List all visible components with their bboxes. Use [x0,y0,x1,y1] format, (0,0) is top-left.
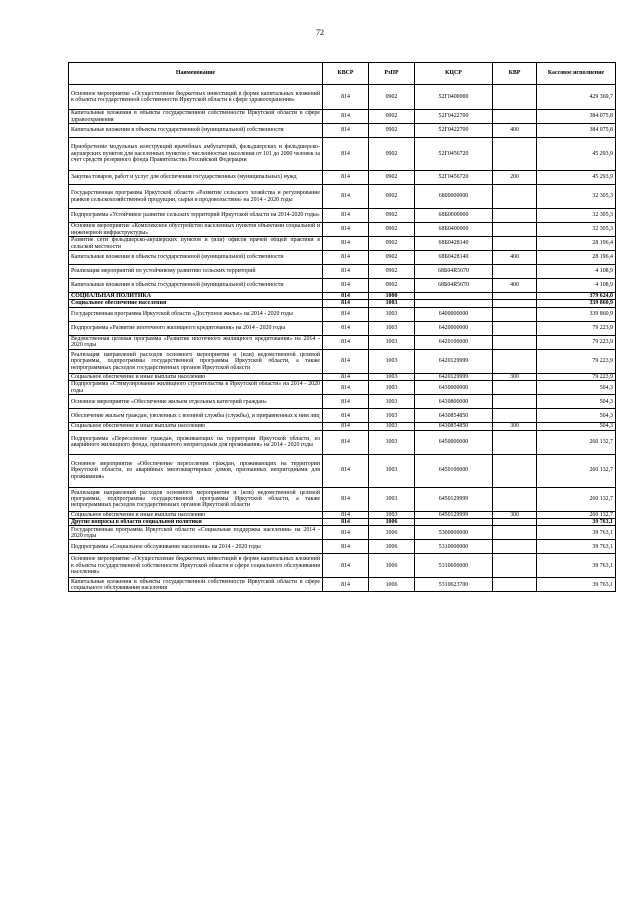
row-amount-cell: 4 108,9 [537,279,616,293]
row-kvr-cell [493,335,537,349]
row-kvr-cell [493,185,537,209]
row-kcsr-cell: 5310600000 [415,554,493,578]
row-kcsr-cell: 52Г0456720 [415,138,493,171]
row-rzpr-cell: 1000 [369,293,415,300]
row-rzpr-cell: 1003 [369,300,415,307]
table-row [69,554,616,578]
row-rzpr-cell: 0902 [369,237,415,251]
table-row [69,265,616,279]
row-amount-cell: 429 369,7 [537,85,616,110]
header-name: Наименование [69,63,323,85]
row-rzpr-cell: 1006 [369,540,415,554]
row-kcsr-cell: 6420000000 [415,321,493,335]
row-kcsr-cell: 5310000000 [415,540,493,554]
table-row [69,381,616,395]
row-kvr-cell [493,138,537,171]
row-kcsr-cell: 6400000000 [415,307,493,321]
row-amount-cell: 32 305,3 [537,185,616,209]
row-amount-cell: 39 763,1 [537,540,616,554]
table-row [69,300,616,307]
table-body [69,85,616,592]
header-row [69,63,616,85]
row-kvsr-cell: 814 [323,300,369,307]
row-amount-cell: 260 132,7 [537,511,616,518]
row-name-cell: Капитальные вложения в объекты государственной (муниципальной) собственности [69,124,323,138]
row-rzpr-cell: 1003 [369,487,415,511]
row-name-cell: Капитальные вложения в объекты государственной собственности Иркутской области в сфере социального обслуживания населения [69,578,323,592]
row-kcsr-cell: 68Б0428140 [415,251,493,265]
row-name-cell: Ведомственная целевая программа «Развитие ипотечного жилищного кредитования» на 2014 - 2020 годы [69,335,323,349]
row-name-cell: Реализация направлений расходов основного мероприятия и (или) ведомственной целевой программы, подпрограммы государственной программы Иркутской области, а также непрограммных расходов государственных органов Иркутской области [69,487,323,511]
row-rzpr-cell: 1003 [369,409,415,423]
table-row [69,223,616,237]
row-name-cell: Социальное обеспечение и иные выплаты населению [69,373,323,380]
row-amount-cell: 79 223,9 [537,321,616,335]
row-kcsr-cell: 52Г0422700 [415,110,493,124]
row-amount-cell: 79 223,9 [537,335,616,349]
row-kvr-cell [493,381,537,395]
row-kvr-cell [493,265,537,279]
row-kvr-cell [493,409,537,423]
row-amount-cell: 28 196,4 [537,237,616,251]
row-rzpr-cell: 0902 [369,124,415,138]
row-kcsr-cell: 6450129999 [415,511,493,518]
table-row [69,279,616,293]
row-rzpr-cell: 1003 [369,395,415,409]
row-rzpr-cell: 0902 [369,251,415,265]
row-amount-cell: 384 075,8 [537,110,616,124]
table-row [69,526,616,540]
row-rzpr-cell: 0902 [369,110,415,124]
row-amount-cell: 379 624,0 [537,293,616,300]
row-name-cell: Капитальные вложения в объекты государственной собственности Иркутской области в сфере здравоохранения [69,110,323,124]
row-kvsr-cell: 814 [323,430,369,454]
row-name-cell: Подпрограмма «Развитие ипотечного жилищного кредитования» на 2014 - 2020 годы [69,321,323,335]
row-kcsr-cell: 52Г0422700 [415,124,493,138]
row-name-cell: Закупка товаров, работ и услуг для обеспечения государственных (муниципальных) нужд [69,171,323,185]
row-kvr-cell [493,307,537,321]
header-kvr: КВР [493,63,537,85]
page-number: 72 [316,28,324,37]
row-name-cell: Государственная программа Иркутской области «Социальная поддержка населения» на 2014 - 2020 годы [69,526,323,540]
row-kvsr-cell: 814 [323,395,369,409]
table-row [69,454,616,487]
header-kvsr: КВСР [323,63,369,85]
table-row [69,138,616,171]
row-kvsr-cell: 814 [323,487,369,511]
row-kvsr-cell: 814 [323,237,369,251]
row-kvsr-cell: 814 [323,85,369,110]
row-kcsr-cell: 6420100000 [415,335,493,349]
row-name-cell: Подпрограмма «Стимулирование жилищного строительства в Иркутской области» на 2014 - 2020 годы [69,381,323,395]
row-rzpr-cell: 1006 [369,578,415,592]
row-amount-cell: 504,3 [537,395,616,409]
row-kvsr-cell: 814 [323,209,369,223]
row-rzpr-cell: 0902 [369,279,415,293]
row-amount-cell: 260 132,7 [537,454,616,487]
row-amount-cell: 32 305,3 [537,223,616,237]
row-rzpr-cell: 1003 [369,349,415,373]
row-kvsr-cell: 814 [323,373,369,380]
row-amount-cell: 260 132,7 [537,430,616,454]
row-kvsr-cell: 814 [323,349,369,373]
row-kvsr-cell: 814 [323,124,369,138]
row-kvr-cell: 400 [493,251,537,265]
row-amount-cell: 79 223,9 [537,349,616,373]
table-row [69,423,616,430]
row-kvsr-cell: 814 [323,423,369,430]
table-header [69,63,616,85]
row-rzpr-cell: 1003 [369,335,415,349]
row-kvr-cell [493,430,537,454]
row-name-cell: Государственная программа Иркутской области «Доступное жилье» на 2014 - 2020 годы [69,307,323,321]
table-row [69,110,616,124]
row-kvsr-cell: 814 [323,307,369,321]
table-row [69,307,616,321]
row-kvsr-cell: 814 [323,409,369,423]
row-name-cell: Основное мероприятие «Комплексное обустройство населенных пунктов объектами социальной и инженерной инфраструктуры» [69,223,323,237]
row-amount-cell: 4 108,9 [537,265,616,279]
row-kvr-cell: 200 [493,171,537,185]
row-rzpr-cell: 1006 [369,526,415,540]
row-kvr-cell [493,578,537,592]
row-amount-cell: 504,3 [537,423,616,430]
row-kcsr-cell: 6420129999 [415,373,493,380]
row-rzpr-cell: 0902 [369,209,415,223]
row-name-cell: Подпрограмма «Устойчивое развитие сельских территорий Иркутской области на 2014-2020 годы» [69,209,323,223]
row-name-cell: Капитальные вложения в объекты государственной (муниципальной) собственности [69,279,323,293]
table-row [69,293,616,300]
row-kcsr-cell: 6430800000 [415,395,493,409]
row-amount-cell: 384 075,8 [537,124,616,138]
table-row [69,395,616,409]
row-kvsr-cell: 814 [323,265,369,279]
row-name-cell: Социальное обеспечение и иные выплаты населению [69,511,323,518]
row-name-cell: Развитие сети фельдшерско-акушерских пунктов и (или) офисов врачей общей практики в сельской местности [69,237,323,251]
row-name-cell: Социальное обеспечение населения [69,300,323,307]
row-rzpr-cell: 0902 [369,265,415,279]
row-amount-cell: 28 196,4 [537,251,616,265]
row-name-cell: Обеспечение жильем граждан, уволенных с военной службы (службы), и приравненных к ним лиц [69,409,323,423]
row-kvr-cell: 300 [493,511,537,518]
table-row [69,511,616,518]
table-row [69,85,616,110]
row-name-cell: Подпрограмма «Социальное обслуживание населения» на 2014 - 2020 годы [69,540,323,554]
row-kvsr-cell: 814 [323,526,369,540]
table-row [69,185,616,209]
row-kvr-cell [493,540,537,554]
row-kvsr-cell: 814 [323,554,369,578]
row-kcsr-cell: 68Б04R5670 [415,265,493,279]
row-amount-cell: 504,3 [537,409,616,423]
row-kvr-cell [493,519,537,526]
row-kcsr-cell: 5300000000 [415,526,493,540]
row-name-cell: Другие вопросы в области социальной политики [69,519,323,526]
row-kvsr-cell: 814 [323,251,369,265]
row-name-cell: Подпрограмма «Переселение граждан, проживающих на территории Иркутской области, из аварийного жилищного фонда, признанного непригодным для проживания» на 2014 - 2020 годы [69,430,323,454]
row-rzpr-cell: 1006 [369,519,415,526]
row-amount-cell: 45 293,9 [537,171,616,185]
row-amount-cell: 39 763,1 [537,526,616,540]
row-kcsr-cell: 52Г0400000 [415,85,493,110]
row-rzpr-cell: 1003 [369,430,415,454]
row-kvsr-cell: 814 [323,511,369,518]
row-kvsr-cell: 814 [323,185,369,209]
row-name-cell: Государственная программа Иркутской области «Развитие сельского хозяйства и регулирование рынков сельскохозяйственной продукции, сырья и продовольствия» на 2014 - 2020 годы [69,185,323,209]
row-rzpr-cell: 1003 [369,381,415,395]
row-kcsr-cell: 52Г0456720 [415,171,493,185]
row-name-cell: СОЦИАЛЬНАЯ ПОЛИТИКА [69,293,323,300]
row-amount-cell: 45 293,9 [537,138,616,171]
row-kcsr-cell [415,293,493,300]
row-rzpr-cell: 1003 [369,321,415,335]
row-kvr-cell [493,454,537,487]
row-kcsr-cell: 6450000000 [415,430,493,454]
row-kcsr-cell: 6450129999 [415,487,493,511]
table-row [69,209,616,223]
row-rzpr-cell: 0902 [369,138,415,171]
row-kvr-cell: 300 [493,373,537,380]
row-kvsr-cell: 814 [323,540,369,554]
table-row [69,321,616,335]
row-kcsr-cell: 68Б0000000 [415,209,493,223]
row-rzpr-cell: 0902 [369,223,415,237]
row-rzpr-cell: 1003 [369,423,415,430]
row-name-cell: Социальное обеспечение и иные выплаты населению [69,423,323,430]
row-rzpr-cell: 1003 [369,307,415,321]
table-row [69,430,616,454]
row-amount-cell: 39 763,1 [537,519,616,526]
header-amount: Кассовое исполнение [537,63,616,85]
table-row [69,409,616,423]
row-kvr-cell [493,349,537,373]
row-kcsr-cell: 5310623700 [415,578,493,592]
row-kvr-cell [493,209,537,223]
row-name-cell: Реализация мероприятий по устойчивому развитию сельских территорий [69,265,323,279]
row-name-cell: Реализация направлений расходов основного мероприятия и (или) ведомственной целевой программы, подпрограммы государственной программы Иркутской области, а также непрограммных расходов государственных органов Иркутской области [69,349,323,373]
row-kvr-cell [493,395,537,409]
row-rzpr-cell: 0902 [369,185,415,209]
table-row [69,124,616,138]
row-kcsr-cell: 6450100000 [415,454,493,487]
row-kcsr-cell: 68Б0400000 [415,223,493,237]
row-kvsr-cell: 814 [323,519,369,526]
row-amount-cell: 39 763,1 [537,578,616,592]
row-kvsr-cell: 814 [323,138,369,171]
row-kcsr-cell: 6800000000 [415,185,493,209]
row-kcsr-cell [415,519,493,526]
row-kvr-cell: 400 [493,279,537,293]
row-kcsr-cell: 68Б0428140 [415,237,493,251]
row-kvsr-cell: 814 [323,578,369,592]
row-kvr-cell [493,110,537,124]
row-kvsr-cell: 814 [323,110,369,124]
row-rzpr-cell: 0902 [369,85,415,110]
row-kvsr-cell: 814 [323,381,369,395]
table-row [69,519,616,526]
row-name-cell: Приобретение модульных конструкций врачебных амбулаторий, фельдшерских и фельдшерско-акушерских пунктов для населенных пунктов с численностью населения от 101 до 2000 человек за счет средств резервного фонда Правительства Российской Федерации [69,138,323,171]
row-amount-cell: 79 223,9 [537,373,616,380]
row-name-cell: Капитальные вложения в объекты государственной (муниципальной) собственности [69,251,323,265]
row-kvr-cell [493,237,537,251]
table-row [69,540,616,554]
row-kvr-cell [493,321,537,335]
table-row [69,487,616,511]
table-row [69,578,616,592]
row-kvsr-cell: 814 [323,293,369,300]
row-amount-cell: 339 860,9 [537,300,616,307]
row-kcsr-cell: 6430854850 [415,423,493,430]
row-kcsr-cell [415,300,493,307]
row-kvr-cell: 400 [493,124,537,138]
row-rzpr-cell: 1006 [369,554,415,578]
row-kvsr-cell: 814 [323,279,369,293]
row-name-cell: Основное мероприятие «Обеспечение переселения граждан, проживающих на территории Иркутской области, из аварийных многоквартирных домов, признанных непригодными для проживания» [69,454,323,487]
row-kvr-cell [493,526,537,540]
row-kvr-cell [493,223,537,237]
row-amount-cell: 32 305,3 [537,209,616,223]
table-row [69,171,616,185]
table-row [69,251,616,265]
row-kcsr-cell: 68Б04R5670 [415,279,493,293]
row-amount-cell: 339 860,9 [537,307,616,321]
row-rzpr-cell: 0902 [369,171,415,185]
row-amount-cell: 39 763,1 [537,554,616,578]
row-rzpr-cell: 1003 [369,454,415,487]
row-name-cell: Основное мероприятие «Обеспечение жильем отдельных категорий граждан» [69,395,323,409]
table-row [69,335,616,349]
row-kvsr-cell: 814 [323,335,369,349]
row-name-cell: Основное мероприятие «Осуществление бюджетных инвестиций в форме капитальных вложений в объекты государственной собственности Иркутской области в сфере социального обслуживания населения» [69,554,323,578]
row-kvr-cell [493,487,537,511]
row-kcsr-cell: 6430854850 [415,409,493,423]
budget-execution-table [68,62,616,592]
row-rzpr-cell: 1003 [369,373,415,380]
row-kvr-cell: 300 [493,423,537,430]
row-rzpr-cell: 1003 [369,511,415,518]
table-row [69,349,616,373]
row-kvsr-cell: 814 [323,454,369,487]
row-kvsr-cell: 814 [323,321,369,335]
header-kcsr: КЦСР [415,63,493,85]
row-kvr-cell [493,85,537,110]
row-kcsr-cell: 6430000000 [415,381,493,395]
row-amount-cell: 504,3 [537,381,616,395]
row-kvr-cell [493,300,537,307]
row-name-cell: Основное мероприятие «Осуществление бюджетных инвестиций в форме капитальных вложений в объекты государственной собственности Иркутской области в сфере здравоохранения» [69,85,323,110]
header-rzpr: РзПР [369,63,415,85]
row-amount-cell: 260 132,7 [537,487,616,511]
row-kvsr-cell: 814 [323,223,369,237]
row-kcsr-cell: 6420129999 [415,349,493,373]
row-kvr-cell [493,293,537,300]
row-kvsr-cell: 814 [323,171,369,185]
row-kvr-cell [493,554,537,578]
table-row [69,237,616,251]
table-row [69,373,616,380]
